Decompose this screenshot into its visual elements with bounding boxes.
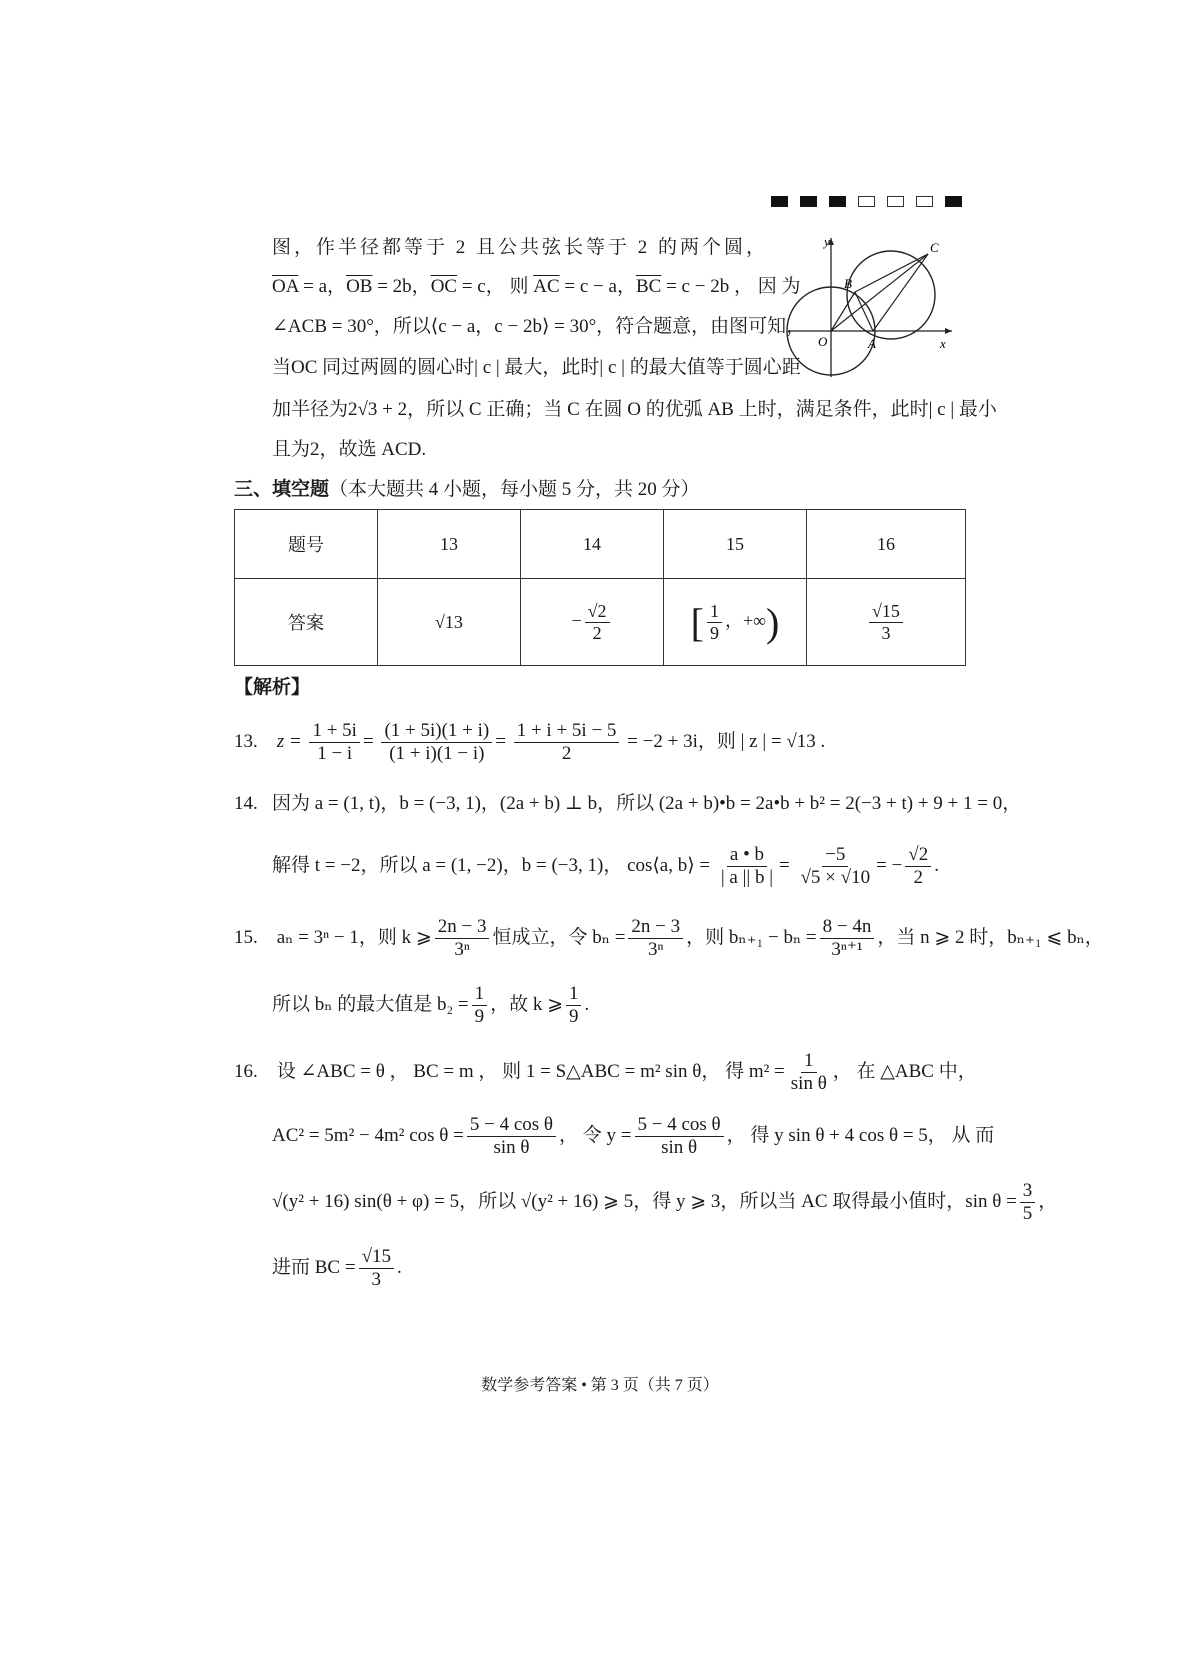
segment-ac	[873, 254, 928, 331]
header-mark-open	[858, 196, 875, 207]
analysis-heading: 【解析】	[234, 676, 311, 698]
solution-14-line-1: 14. 因为 a = (1, t)，b = (−3, 1)，(2a + b) ⊥ b，所以 (2a + b)•b = 2a•b + b² = 2(−3 + t) + 9 + 1 = 0，	[234, 793, 1022, 814]
answer-label-cell: 答案	[235, 579, 378, 666]
section-desc: （本大题共 4 小题，每小题 5 分，共 20 分）	[329, 479, 700, 500]
solution-15-line-2: 所以 bₙ 的最大值是 b₂ = $\frac{1}{9}$ ，故 k ⩾ $\frac{1}{9}$ .	[272, 983, 590, 1028]
cont-line-4: 当OC 同过两圆的圆心时| c | 最大，此时| c | 的最大值等于圆心距	[272, 357, 801, 378]
number-cell-15: 15	[664, 510, 807, 579]
header-mark-filled	[945, 196, 962, 207]
cont-line-6: 且为2，故选 ACD.	[272, 439, 427, 460]
fraction: $\frac{√2}{2}$	[585, 601, 610, 643]
label-b: B	[844, 276, 852, 291]
circle-2	[847, 251, 935, 339]
answer-cell-16	[807, 579, 966, 666]
header-marks	[771, 196, 962, 207]
solution-16-line-1: 16. 设 ∠ABC = θ ， BC = m ， 则 1 = S△ABC = m² sin θ， 得 m² = $\frac{1}{\text{sin θ}}$ ， 在 △ABC 中，	[234, 1050, 977, 1095]
segment-ob	[831, 292, 855, 331]
table-row-header	[235, 510, 966, 579]
header-mark-filled	[771, 196, 788, 207]
label-a: A	[868, 336, 876, 351]
section-title: 三、填空题	[234, 478, 330, 500]
solution-14-line-2: 解得 t = −2，所以 a = (1, −2)，b = (−3, 1)， cos⟨a, b⟩ = $\frac{a • b}{| a || b |}$ = $\frac{-5}{√5 \times √10}$ = − $\frac{√2}{2}$ .	[272, 844, 939, 889]
solution-15-line-1: 15. aₙ = 3ⁿ − 1，则 k ⩾ $\frac{2n - 3}{\text{3ⁿ}}$ 恒成立，令 bₙ = $\frac{2n - 3}{\text{3ⁿ}}$ ，则 bₙ₊₁ − bₙ = $\frac{8 - 4n}{\text{3ⁿ⁺¹}}$ ，当 n ⩾ 2 时，bₙ₊₁ ⩽ bₙ，	[234, 916, 1104, 961]
segment-oc	[831, 254, 928, 331]
header-mark-open	[916, 196, 933, 207]
fraction: $\frac{1}{9}$	[472, 983, 488, 1028]
fraction: $\frac{\text{5 − 4 cos θ}}{\text{sin θ}}$	[467, 1114, 556, 1159]
label-x: x	[940, 336, 946, 351]
cont-line-3: ∠ACB = 30°，所以⟨c − a，c − 2b⟩ = 30°，符合题意，由图可知，	[272, 316, 806, 337]
x-axis-arrow	[945, 328, 952, 334]
answer-cell-14: − $\frac{√2}{2}$	[521, 579, 664, 666]
header-mark-filled	[829, 196, 846, 207]
answer-cell-13: √13	[378, 579, 521, 666]
number-cell-16: 16	[807, 510, 966, 579]
number-cell-13: 13	[378, 510, 521, 579]
fraction: $\frac{\text{5 − 4 cos θ}}{\text{sin θ}}$	[635, 1114, 724, 1159]
fraction: $\frac{2n - 3}{\text{3ⁿ}}$	[435, 916, 490, 961]
cont-line-1: 图，作半径都等于 2 且公共弦长等于 2 的两个圆，	[272, 237, 769, 258]
solution-16-line-4: 进而 BC = $\frac{√15}{3}$ .	[272, 1246, 402, 1291]
fraction: $\frac{2n - 3}{\text{3ⁿ}}$	[628, 916, 683, 961]
fraction: $\frac{1 + i + 5i - 5}{2}$	[514, 720, 620, 765]
number-cell-14: 14	[521, 510, 664, 579]
fraction: $\frac{1}{\text{sin θ}}$	[790, 1050, 827, 1095]
fraction: $\frac{8 - 4n}{\text{3ⁿ⁺¹}}$	[820, 916, 875, 961]
cont-line-2: $\overline{OA} = a$，$\overline{OB} = 2b$，$\overline{OC} = c$， 则 $\overline{AC} = c - a$，$\overline{BC} = c - 2b$ ， 因 为	[272, 276, 801, 297]
cont-line-5: 加半径为2√3 + 2，所以 C 正确；当 C 在圆 O 的优弧 AB 上时，满足条件，此时| c | 最小	[272, 399, 997, 420]
label-c: C	[930, 240, 939, 255]
fraction: $\frac{1}{9}$	[566, 983, 582, 1028]
solution-16-line-2: AC² = 5m² − 4m² cos θ = $\frac{\text{5 − 4 cos θ}}{\text{sin θ}}$ ， 令 y = $\frac{\text{5 − 4 cos θ}}{\text{sin θ}}$ ， 得 y sin θ + 4 cos θ = 5， 从 而	[272, 1114, 995, 1159]
header-mark-open	[887, 196, 904, 207]
solution-13: 13. z = $\frac{1 + 5i}{1 - i}$ = $\frac{(1 + 5i)(1 + i)}{(1 + i)(1 - i)}$ = $\frac{1 + i + 5i - 5}{2}$ = −2 + 3i，则 | z | = √13 .	[234, 720, 826, 765]
fraction: $\frac{√15}{3}$	[869, 601, 903, 643]
answer-table	[234, 509, 966, 666]
fraction: $\frac{(1 + 5i)(1 + i)}{(1 + i)(1 - i)}$	[381, 720, 492, 765]
answer-cell-15: [ $\frac{1}{9}$ ，+∞)	[664, 579, 807, 666]
fraction: $\frac{1 + 5i}{1 - i}$	[309, 720, 360, 765]
fraction: $\frac{√2}{2}$	[905, 844, 931, 889]
section-heading	[234, 474, 700, 501]
label-y: y	[824, 234, 830, 249]
fraction: $\frac{a • b}{| a || b |}$	[720, 844, 774, 889]
fraction: $\frac{-5}{√5 \times √10}$	[800, 844, 871, 889]
header-mark-filled	[800, 196, 817, 207]
fraction: $\frac{√15}{3}$	[359, 1246, 394, 1291]
fraction: $\frac{1}{9}$	[707, 601, 722, 643]
label-o: O	[818, 334, 828, 349]
fraction: $\frac{3}{5}$	[1020, 1180, 1036, 1225]
page-footer: 数学参考答案 • 第 3 页（共 7 页）	[481, 1377, 719, 1394]
circles-figure	[780, 232, 960, 382]
solution-16-line-3: √(y² + 16) sin(θ + φ) = 5，所以 √(y² + 16) ⩾ 5，得 y ⩾ 3，所以当 AC 取得最小值时，sin θ = $\frac{3}{5}$ ，	[272, 1180, 1058, 1225]
segment-bc	[855, 254, 928, 292]
table-row-answer	[235, 579, 966, 666]
header-label-cell: 题号	[235, 510, 378, 579]
